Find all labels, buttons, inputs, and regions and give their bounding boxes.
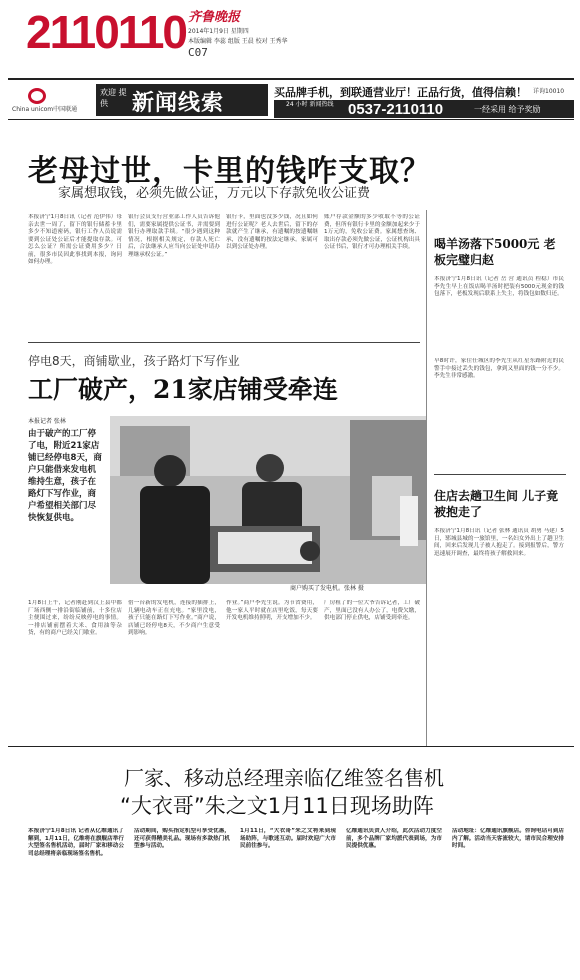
masthead bbox=[0, 0, 580, 62]
story1-column: 银行会员支行营业部工作人员告诉他们，需要家属提供公证书，并需要到银行办理取款手续。“很少遇到这种情况，根据相关规定，存款人死亡后，合法继承人应当向公证处申请办理继承权公证。” bbox=[128, 214, 220, 258]
photo-caption: 商户购买了发电机。张林 摄 bbox=[290, 585, 364, 592]
sidebar-divider bbox=[434, 474, 566, 475]
unicom-logo bbox=[12, 86, 90, 116]
promo-text: 买品牌手机，到联通营业厅！正品行货，值得信赖！ bbox=[274, 86, 527, 99]
story3-column: 本报济宁1月8日讯 记者从亿维通讯了解到，1月11日，亿维将在旗舰店举行大型签名售机活动，届时厂家和移动公司总经理将亲临现场签名售机。 bbox=[28, 828, 124, 857]
column-divider bbox=[426, 210, 427, 746]
story1-column: 银行卡，里面也没多少钱，况且如何进行公证呢？老人去世后，留下的存款就产生了继承，有遗嘱的按遗嘱继承，没有遗嘱的按法定继承。家属可以到公证处办理。 bbox=[226, 214, 318, 250]
section-divider bbox=[8, 746, 574, 747]
unicom-name: China unicom中国联通 bbox=[12, 106, 78, 113]
editor-credits: 本版编辑 李蕊 组版 王晨 校对 王秀华 bbox=[188, 38, 288, 45]
page-number: C07 bbox=[188, 46, 208, 59]
story3-column: 活动期间，购买指定机型可享受优惠，还可获得精美礼品。现场有多款热门机型参与活动。 bbox=[134, 828, 230, 850]
promo-contact: 详询10010 bbox=[533, 88, 565, 95]
story3-column: 1月11日，“大衣哥”朱之文将来到现场助阵，与歌迷互动。届时欢迎广大市民前往参与。 bbox=[240, 828, 336, 850]
story2-byline: 本报记者 张林 bbox=[28, 418, 66, 425]
story2-column: 厂房租了的一位大爷告诉记者，工厂破产，里面已没有人办公了，电费欠缴，供电部门停止供电，店铺受到牵连。 bbox=[324, 600, 420, 621]
sidebar-text: 早8时许，家住任城区的李先生从红星东路附近的民警手中接过丢失的钱包，拿到又里面的钱一分不少。李先生非常感激。 bbox=[434, 358, 564, 379]
sidebar-headline: 喝羊汤落下5000元 老板完璧归赵 bbox=[434, 237, 556, 267]
sidebar-text: 本报济宁1月8日讯（记者 张林 通讯员 胡勇 马建）5日，郓城县城的一旅馆里，一名妇女外出上了趟卫生间，回来后发现儿子被人抱走了。接到报警后，警方迅速展开调查，最终将孩子解救回来。 bbox=[434, 528, 564, 557]
paper-name: 齐鲁晚报 bbox=[188, 10, 241, 25]
story3-column: 活动地址：亿维通讯旗舰店。咨询电话可到店内了解。活动当天客流较大，请市民合理安排时间。 bbox=[452, 828, 564, 850]
generator-photo bbox=[110, 416, 426, 584]
story3-column: 亿维通讯负责人介绍，此次活动力度空前，多个品牌厂家均派代表到场，为市民提供优惠。 bbox=[346, 828, 442, 850]
hotline-block bbox=[274, 100, 574, 118]
story2-lead: 由于破产的工厂停了电，附近21家店铺已经停电8天，商户只能借来发电机维持生意，孩子在路灯下写作业，商户希望相关部门尽快恢复供电。 bbox=[28, 429, 102, 523]
story1-subhead: 家属想取钱，必须先做公证，万元以下存款免收公证费 bbox=[58, 186, 371, 201]
story2-kicker: 停电8天，商铺歇业，孩子路灯下写作业 bbox=[28, 354, 240, 368]
section-divider bbox=[28, 342, 420, 343]
story3-headline: 厂家、移动总经理亲临亿维签名售机 bbox=[124, 766, 444, 790]
news-tip-title: 新闻线索 bbox=[132, 91, 225, 116]
welcome-label: 欢迎 提供 bbox=[100, 88, 127, 108]
story2-column: 1月8日上午，记者刚赶到汉上县中都厂场西侧一排沿街临铺前，十多位店主便围过来，纷纷反映停电的事情。一排店铺前摆着大米、食用油等杂货，有的商户已经关门歇业。 bbox=[28, 600, 122, 636]
story1-column: 本报济宁1月8日讯（记者 范伊伟）母亲去世一周了，留下的银行储蓄卡里多少不知道密码，银行工作人员说需要到公证处公证后才能提取存款。可怎么公证？所需公证费用多少？日前，很多市民因此事找到本报，询问如何办理。 bbox=[28, 214, 122, 265]
hours-label: 24 小时 新闻热线 bbox=[286, 101, 334, 108]
unicom-knot-icon bbox=[28, 88, 46, 104]
hotline-phone: 0537-2110110 bbox=[348, 101, 444, 118]
sidebar-headline: 住店去趟卫生间 儿子竟被抱走了 bbox=[434, 489, 559, 519]
issue-date: 2014年1月9日 星期四 bbox=[188, 28, 249, 35]
ad-banner bbox=[8, 78, 574, 120]
story2-photo bbox=[110, 416, 426, 584]
sidebar-text: 本报济宁1月8日讯（记者 岳 营 通讯员 程稳）市民李先生早上在饭店喝羊汤时把装有5000元现金的钱包落下，老板发现后联系上失主，将钱包如数归还。 bbox=[434, 276, 564, 297]
story1-column: 账户存款金额的多少收取不等的公证费，但所有银行卡里的金额加起来少于1万元的，免收公证费。家属想查询、取出存款必须先做公证，公证机构出具公证书后，银行才可办理相关手续。 bbox=[324, 214, 420, 250]
story1-headline: 老母过世，卡里的钱咋支取？ bbox=[28, 154, 431, 189]
story2-column: 借一台新的发电机，连接的插排上，几辆电动车正在充电。“家里没电，孩子只能在路灯下写作业。”商户说，店铺已经停电8天，不少商户生意受到影响。 bbox=[128, 600, 220, 636]
story2-column: 作业。”商户李先生说。为节省费用，他一家人平时就在店里吃饭，每天要开发电机维持照明，开支增加不少。 bbox=[226, 600, 318, 621]
story2-headline: 工厂破产，21家店铺受牵连 bbox=[28, 375, 338, 404]
reward-label: 一经采用 给予奖励 bbox=[474, 105, 541, 114]
news-tip-block bbox=[96, 84, 268, 116]
hotline-number: 2110110 bbox=[26, 6, 187, 58]
story3-headline-2: “大衣哥”朱之文1月11日现场助阵 bbox=[120, 794, 434, 818]
